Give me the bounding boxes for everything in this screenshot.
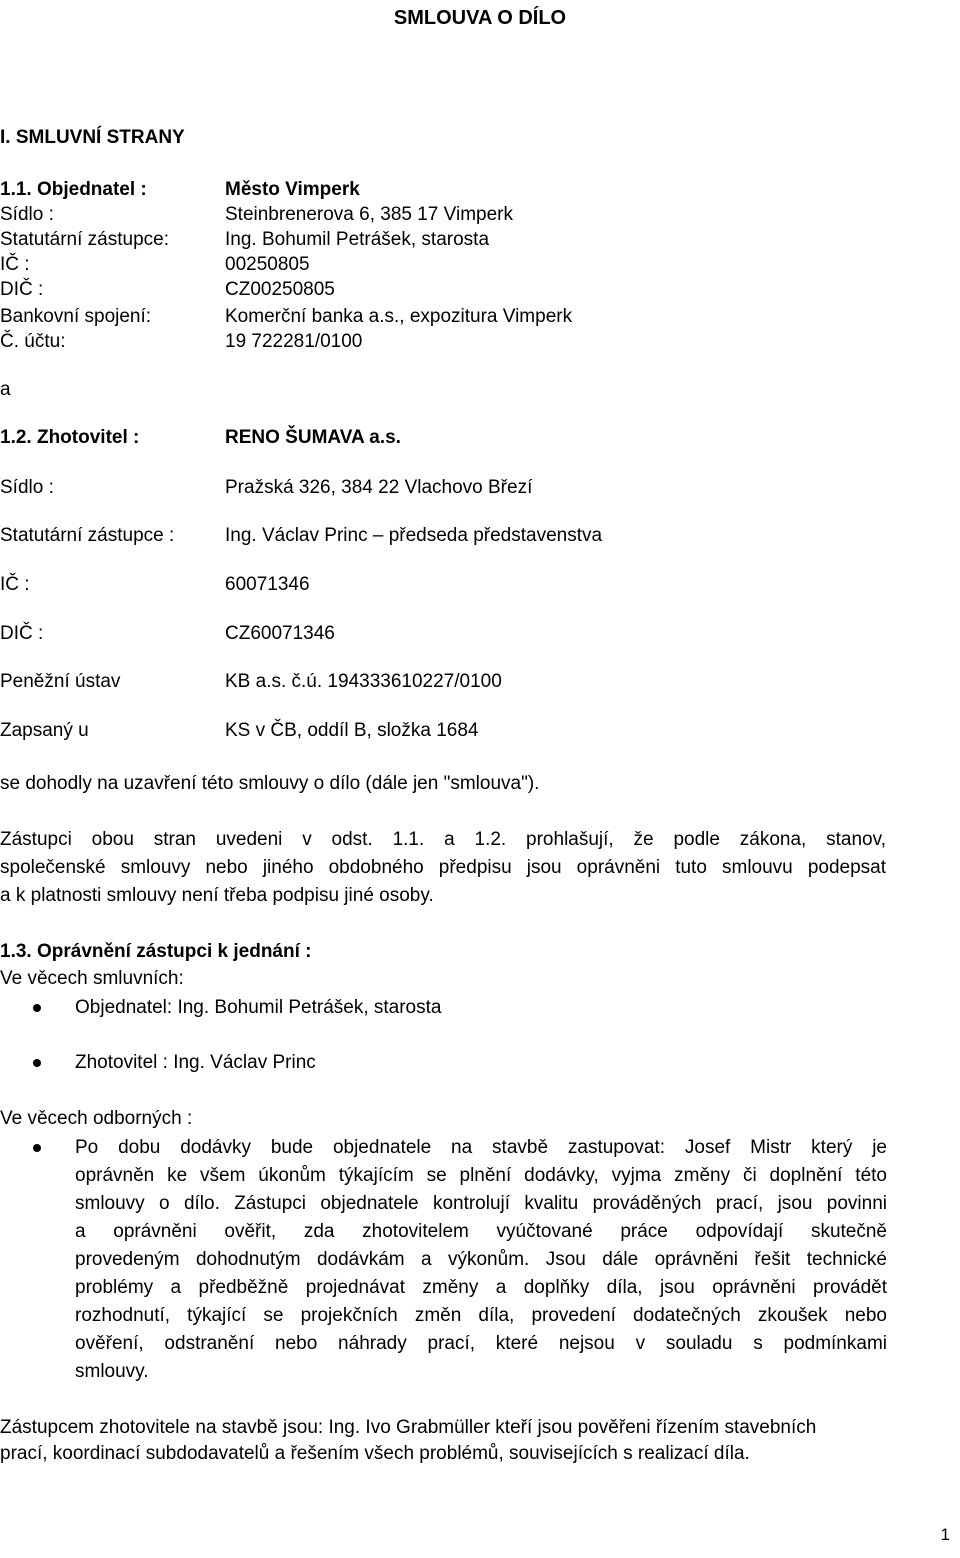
representatives-line-3: a k platnosti smlouvy není třeba podpisu jiné osoby. xyxy=(0,885,434,906)
zhotovitel-bank-value: KB a.s. č.ú. 194333610227/0100 xyxy=(225,671,502,692)
technical-item xyxy=(75,1134,887,1386)
conjunction-text: a xyxy=(0,379,11,400)
technical-item-line: provedeným dohodnutým dodávkám a výkonům. Jsou dále oprávněni řešit technické xyxy=(75,1249,887,1270)
zhotovitel-register-value: KS v ČB, oddíl B, složka 1684 xyxy=(225,720,479,741)
technical-matters-label: Ve věcech odborných : xyxy=(0,1108,193,1129)
objednatel-dic-label: DIČ : xyxy=(0,279,44,300)
zhotovitel-seat-label: Sídlo : xyxy=(0,477,54,498)
objednatel-representative-label: Statutární zástupce: xyxy=(0,229,169,250)
contractor-rep-line-1: Zástupcem zhotovitele na stavbě jsou: Ing. Ivo Grabmüller kteří jsou pověřeni řízením stavebních xyxy=(0,1417,817,1438)
zhotovitel-representative-label: Statutární zástupce : xyxy=(0,525,175,546)
agreement-line: se dohodly na uzavření této smlouvy o dílo (dále jen "smlouva"). xyxy=(0,773,540,794)
objednatel-bank-label: Bankovní spojení: xyxy=(0,306,152,327)
zhotovitel-ic-value: 60071346 xyxy=(225,574,310,595)
bullet-icon xyxy=(33,1059,41,1067)
objednatel-account-label: Č. účtu: xyxy=(0,331,66,352)
objednatel-representative-value: Ing. Bohumil Petrášek, starosta xyxy=(225,229,490,250)
zhotovitel-dic-label: DIČ : xyxy=(0,623,44,644)
objednatel-ic-value: 00250805 xyxy=(225,254,310,275)
technical-item-line: ověření, odstranění nebo náhrady prací, které nejsou v souladu s podmínkami xyxy=(75,1333,887,1354)
objednatel-ic-label: IČ : xyxy=(0,254,30,275)
objednatel-dic-value: CZ00250805 xyxy=(225,279,335,300)
objednatel-seat-label: Sídlo : xyxy=(0,204,54,225)
zhotovitel-ic-label: IČ : xyxy=(0,574,30,595)
authorization-heading: 1.3. Oprávnění zástupci k jednání : xyxy=(0,941,312,962)
zhotovitel-representative-value: Ing. Václav Princ – předseda představenstva xyxy=(225,525,603,546)
bullet-icon xyxy=(33,1004,41,1012)
technical-item-line: rozhodnutí, týkající se projekčních změn díla, provedení dodatečných zkoušek nebo xyxy=(75,1305,887,1326)
technical-item-line: Po dobu dodávky bude objednatele na stavbě zastupovat: Josef Mistr který je xyxy=(75,1137,887,1158)
zhotovitel-seat-value: Pražská 326, 384 22 Vlachovo Březí xyxy=(225,477,533,498)
contract-item-zhotovitel: Zhotovitel : Ing. Václav Princ xyxy=(75,1052,316,1073)
zhotovitel-heading: 1.2. Zhotovitel : xyxy=(0,427,140,448)
zhotovitel-bank-label: Peněžní ústav xyxy=(0,671,121,692)
objednatel-name: Město Vimperk xyxy=(225,179,360,200)
representatives-line-1: Zástupci obou stran uvedeni v odst. 1.1. a 1.2. prohlašují, že podle zákona, stanov, xyxy=(0,829,886,850)
technical-item-line: a oprávněni ověřit, zda zhotovitelem vyúčtované práce odpovídají skutečně xyxy=(75,1221,887,1242)
objednatel-seat-value: Steinbrenerova 6, 385 17 Vimperk xyxy=(225,204,513,225)
contractor-rep-line-2: prací, koordinací subdodavatelů a řešením všech problémů, souvisejících s realizací díla. xyxy=(0,1443,750,1464)
page-number: 1 xyxy=(940,1525,950,1544)
section-heading: I. SMLUVNÍ STRANY xyxy=(0,127,185,148)
technical-item-line: smlouvy o dílo. Zástupci objednatele kontrolují kvalitu prováděných prací, jsou povinni xyxy=(75,1193,887,1214)
technical-item-line: smlouvy. xyxy=(75,1361,149,1382)
contract-item-objednatel: Objednatel: Ing. Bohumil Petrášek, starosta xyxy=(75,997,442,1018)
representatives-line-2: společenské smlouvy nebo jiného obdobného předpisu jsou oprávněni tuto smlouvu podepsat xyxy=(0,857,886,878)
bullet-icon xyxy=(33,1144,41,1152)
objednatel-bank-value: Komerční banka a.s., expozitura Vimperk xyxy=(225,306,573,327)
contract-matters-label: Ve věcech smluvních: xyxy=(0,968,184,989)
objednatel-account-value: 19 722281/0100 xyxy=(225,331,363,352)
zhotovitel-name: RENO ŠUMAVA a.s. xyxy=(225,427,401,448)
objednatel-heading: 1.1. Objednatel : xyxy=(0,179,147,200)
zhotovitel-dic-value: CZ60071346 xyxy=(225,623,335,644)
zhotovitel-register-label: Zapsaný u xyxy=(0,720,89,741)
technical-item-line: problémy a předběžně projednávat změny a doplňky díla, jsou oprávněni provádět xyxy=(75,1277,887,1298)
technical-item-line: oprávněn ke všem úkonům týkajícím se plnění dodávky, vyjma změny či doplnění této xyxy=(75,1165,887,1186)
document-title: SMLOUVA O DÍLO xyxy=(393,7,567,29)
